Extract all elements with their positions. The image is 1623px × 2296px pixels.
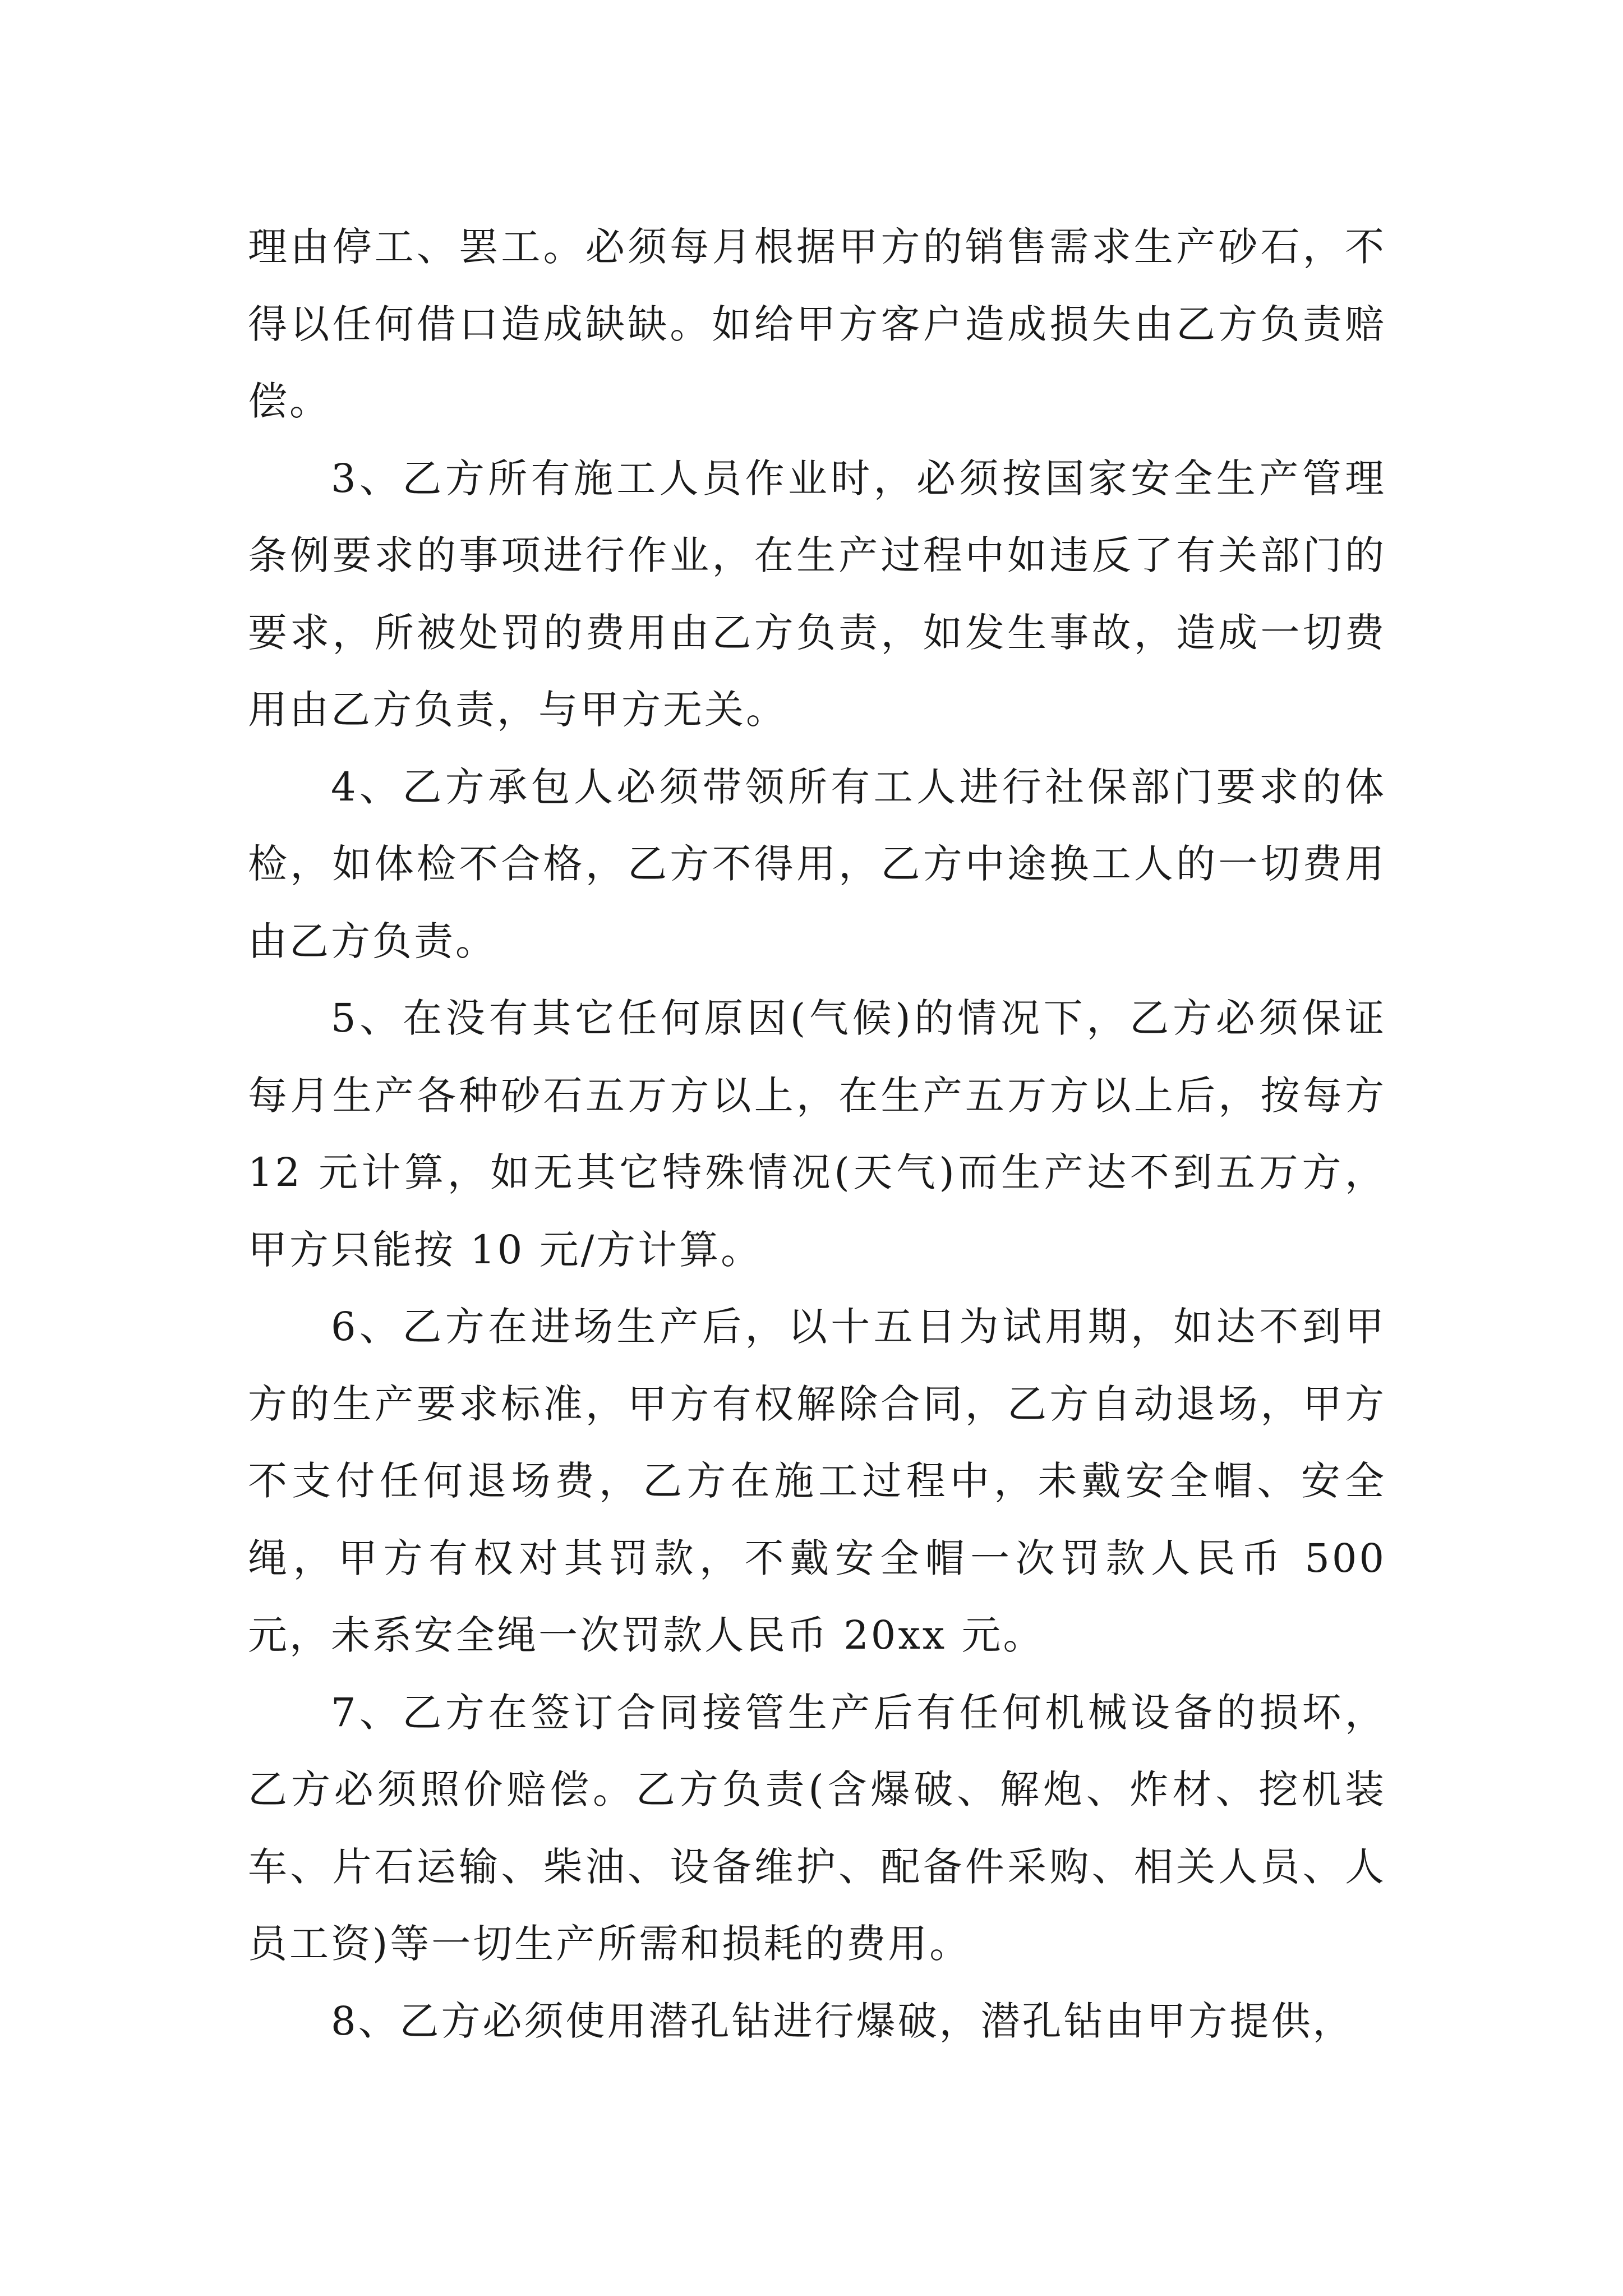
paragraph-clause-5: 5、在没有其它任何原因(气候)的情况下，乙方必须保证每月生产各种砂石五万方以上，在生产五万方以上后，按每方 12 元计算，如无其它特殊情况(天气)而生产达不到五万方，甲方只能按 10 元/方计算。 — [248, 995, 1386, 1273]
paragraph-clause-6: 6、乙方在进场生产后，以十五日为试用期，如达不到甲方的生产要求标准，甲方有权解除合同，乙方自动退场，甲方不支付任何退场费，乙方在施工过程中，未戴安全帽、安全绳，甲方有权对其罚款，不戴安全帽一次罚款人民币 500 元，未系安全绳一次罚款人民币 20xx 元。 — [248, 1304, 1386, 1658]
paragraph-clause-3: 3、乙方所有施工人员作业时，必须按国家安全生产管理条例要求的事项进行作业，在生产过程中如违反了有关部门的要求，所被处罚的费用由乙方负责，如发生事故，造成一切费用由乙方负责，与甲方无关。 — [248, 455, 1386, 733]
paragraph-clause-4: 4、乙方承包人必须带领所有工人进行社保部门要求的体检，如体检不合格，乙方不得用，乙方中途换工人的一切费用由乙方负责。 — [248, 763, 1386, 964]
paragraph-clause-8: 8、乙方必须使用潜孔钻进行爆破，潜孔钻由甲方提供， — [331, 1998, 1354, 2044]
paragraph-clause-7: 7、乙方在签订合同接管生产后有任何机械设备的损坏，乙方必须照价赔偿。乙方负责(含爆破、解炮、炸材、挖机装车、片石运输、柴油、设备维护、配备件采购、相关人员、人员工资)等一切生产所需和损耗的费用。 — [248, 1689, 1386, 1967]
paragraph-continuation: 理由停工、罢工。必须每月根据甲方的销售需求生产砂石，不得以任何借口造成缺缺。如给甲方客户造成损失由乙方负责赔偿。 — [248, 224, 1386, 424]
document-body — [248, 209, 1386, 2060]
